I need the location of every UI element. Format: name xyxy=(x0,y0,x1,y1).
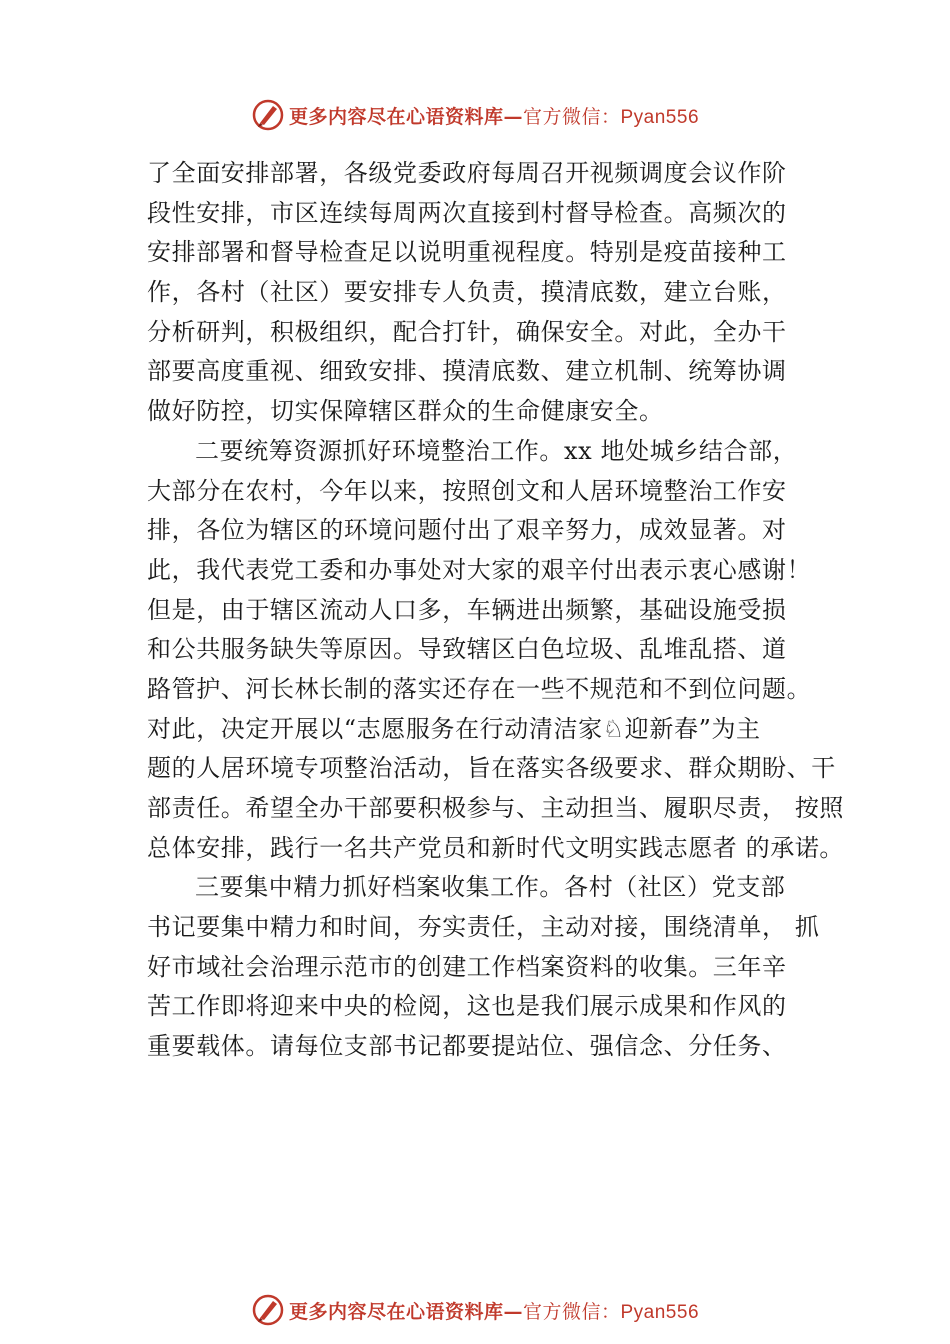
body-text-line: 重要载体。请每位支部书记都要提站位、强信念、分任务、 xyxy=(147,1032,787,1061)
body-text-line: 排，各位为辖区的环境问题付出了艰辛努力，成效显著。对 xyxy=(147,516,787,545)
body-text-line: 和公共服务缺失等原因。导致辖区白色垃圾、乱堆乱搭、道 xyxy=(147,635,787,664)
quill-pen-seal-icon xyxy=(251,98,285,132)
body-text-line: 对此，决定开展以“志愿服务在行动清洁家♘迎新春”为主 xyxy=(147,714,761,743)
body-text-line: 分析研判，积极组织，配合打针，确保安全。对此，全办干 xyxy=(147,317,787,346)
body-text-line: 大部分在农村，今年以来，按照创文和人居环境整治工作安 xyxy=(147,476,787,505)
body-text-line: 部要高度重视、细致安排、摸清底数、建立机制、统筹协调 xyxy=(147,357,787,386)
body-text-line: 作，各村（社区）要安排专人负责，摸清底数，建立台账， xyxy=(147,278,787,307)
header-banner xyxy=(0,95,950,135)
body-text-line: 但是，由于辖区流动人口多，车辆进出频繁，基础设施受损 xyxy=(147,595,787,624)
quill-pen-seal-icon xyxy=(251,1293,285,1327)
body-text-line: 书记要集中精力和时间，夯实责任，主动对接，围绕清单， 抓 xyxy=(147,913,820,942)
body-text-line: 总体安排，践行一名共产党员和新时代文明实践志愿者 的承诺。 xyxy=(147,833,845,862)
body-text-line: 段性安排，市区连续每周两次直接到村督导检查。高频次的 xyxy=(147,198,787,227)
body-text-line: 了全面安排部署，各级党委政府每周召开视频调度会议作阶 xyxy=(147,159,787,187)
document-body xyxy=(147,154,847,1067)
body-text-line: 此，我代表党工委和办事处对大家的艰辛付出表示衷心感谢！ xyxy=(147,555,812,584)
banner-wechat-text: 官方微信：Pyan556 xyxy=(523,106,700,128)
body-text-line: 好市域社会治理示范市的创建工作档案资料的收集。三年辛 xyxy=(147,952,787,981)
body-text-line: 路管护、河长林长制的落实还存在一些不规范和不到位问题。 xyxy=(147,674,812,703)
body-text-line: 二要统筹资源抓好环境整治工作。xx 地处城乡结合部， xyxy=(195,436,798,465)
body-text-line: 三要集中精力抓好档案收集工作。各村（社区）党支部 xyxy=(195,873,786,902)
body-text-line: 题的人居环境专项整治活动，旨在落实各级要求、群众期盼、干 xyxy=(147,754,836,783)
banner-wechat-text: 官方微信：Pyan556 xyxy=(523,1301,700,1323)
body-text-line: 做好防控，切实保障辖区群众的生命健康安全。 xyxy=(147,397,664,426)
body-text-line: 安排部署和督导检查足以说明重视程度。特别是疫苗接种工 xyxy=(147,238,787,267)
banner-prefix-text: 更多内容尽在心语资料库— xyxy=(288,105,523,128)
footer-banner xyxy=(0,1290,950,1330)
body-text-line: 部责任。希望全办干部要积极参与、主动担当、履职尽责， 按照 xyxy=(147,794,845,822)
body-text-line: 苦工作即将迎来中央的检阅，这也是我们展示成果和作风的 xyxy=(147,992,787,1021)
banner-prefix-text: 更多内容尽在心语资料库— xyxy=(288,1300,523,1323)
